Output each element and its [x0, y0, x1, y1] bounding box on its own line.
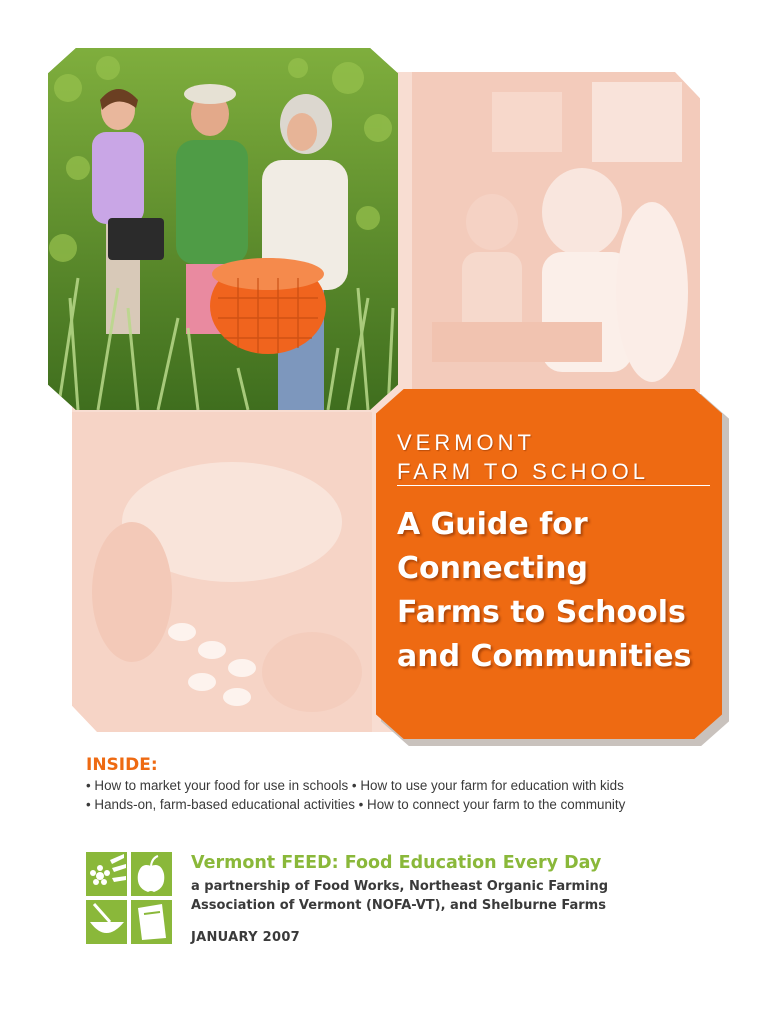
farm-photo [48, 48, 398, 410]
title-line-3: Farms to Schools [397, 595, 686, 630]
title-divider [397, 485, 710, 486]
vermont-feed-logo [86, 852, 172, 944]
organization-description [191, 877, 631, 915]
organization-description-line-2: Association of Vermont (NOFA-VT), and Shelburne Farms [191, 898, 606, 913]
inside-topic-line-1: • How to market your food for use in schools • How to use your farm for education with kids [86, 778, 624, 793]
document-title [397, 503, 717, 679]
series-line-1: VERMONT [397, 430, 535, 455]
women-in-field-image [48, 48, 398, 410]
organization-description-line-1: a partnership of Food Works, Northeast Organic Farming [191, 879, 609, 894]
series-title [397, 428, 649, 486]
title-line-4: and Communities [397, 639, 692, 674]
title-line-1: A Guide for [397, 507, 588, 542]
inside-topics-list [86, 776, 746, 814]
feed-logo-icon [86, 852, 172, 944]
organization-name: Vermont FEED: Food Education Every Day [191, 853, 602, 873]
series-line-2: FARM TO SCHOOL [397, 459, 650, 484]
title-line-2: Connecting [397, 551, 588, 586]
publication-date: JANUARY 2007 [191, 930, 301, 945]
inside-topic-line-2: • Hands-on, farm-based educational activities • How to connect your farm to the community [86, 797, 626, 812]
inside-heading: INSIDE: [86, 755, 158, 775]
